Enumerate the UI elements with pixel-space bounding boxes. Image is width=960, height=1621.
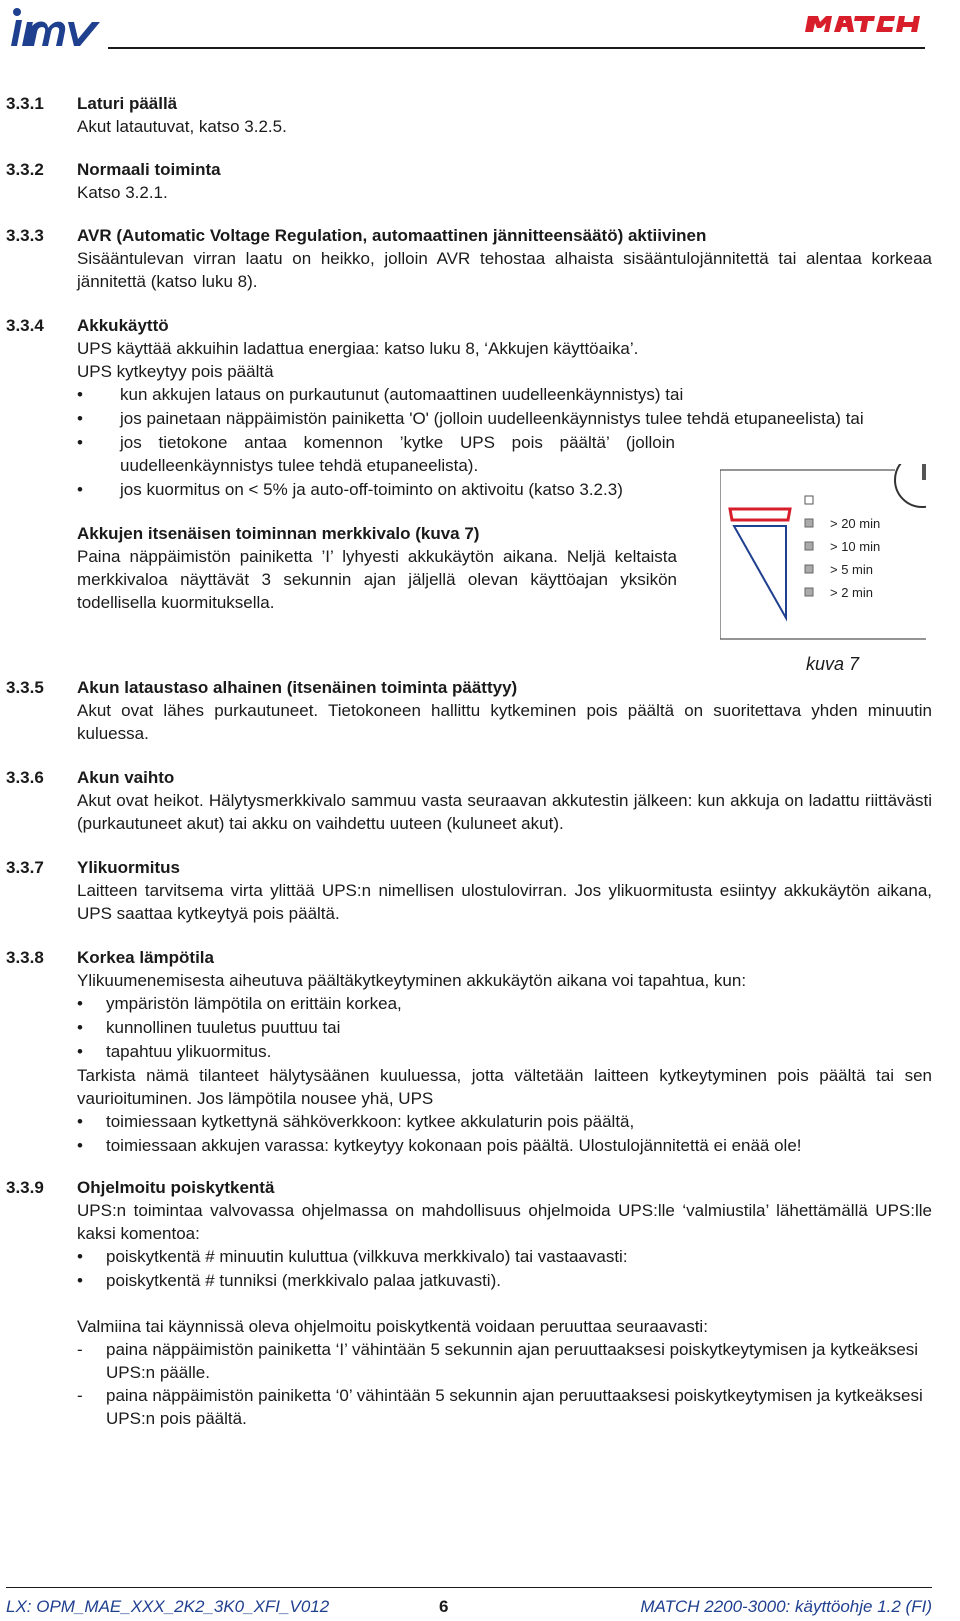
- figure-caption: kuva 7: [806, 654, 860, 674]
- header-rule: [108, 47, 925, 49]
- section-text: UPS kytkeytyy pois päältä: [77, 362, 274, 381]
- section-number: 3.3.6: [6, 768, 44, 787]
- list-item: • kun akkujen lataus on purkautunut (automaattinen uudelleenkäynnistys) tai: [77, 383, 932, 406]
- section-3-3-8: [6, 946, 932, 1158]
- section-title: Ohjelmoitu poiskytkentä: [77, 1178, 275, 1197]
- section-3-3-5: [6, 676, 932, 745]
- section-title: Akkukäyttö: [77, 316, 169, 335]
- list-item: [77, 1338, 932, 1384]
- section-title: Laturi päällä: [77, 94, 178, 113]
- section-number: 3.3.4: [6, 316, 44, 335]
- section-title: Ylikuormitus: [77, 858, 180, 877]
- level-label: > 10 min: [830, 539, 881, 554]
- document-code: LX: OPM_MAE_XXX_2K2_3K0_XFI_V012: [6, 1597, 330, 1616]
- section-3-3-3: [6, 224, 932, 293]
- page-number: 6: [439, 1597, 449, 1616]
- section-text: Akut ovat lähes purkautuneet. Tietokoneen hallittu kytkeminen pois päältä on suoritettava yhden minuutin kuluessa.: [77, 701, 932, 743]
- bullet-list: [77, 992, 932, 1063]
- match-logo: [805, 14, 923, 34]
- section-text: UPS:n toimintaa valvovassa ohjelmassa on mahdollisuus ohjelmoida UPS:lle ‘valmiustila’ lähettämällä UPS:lle kaksi komentoa:: [77, 1201, 932, 1243]
- list-item-text: paina näppäimistön painiketta ‘I’ vähintään 5 sekunnin ajan peruuttaaksesi poiskytkeytymisen ja kytkeäksesi UPS:n päälle.: [106, 1340, 919, 1382]
- dash-list: [77, 1338, 932, 1430]
- section-number: 3.3.2: [6, 160, 44, 179]
- section-title: Akun vaihto: [77, 768, 175, 787]
- dash-mark: -: [77, 1340, 83, 1359]
- section-number: 3.3.1: [6, 94, 44, 113]
- list-item: • poiskytkentä # minuutin kuluttua (vilkkuva merkkivalo) tai vastaavasti:: [77, 1245, 932, 1268]
- level-square: [805, 519, 813, 527]
- section-number: 3.3.5: [6, 678, 44, 697]
- list-item: • toimiessaan kytkettynä sähköverkkoon: kytkee akkulaturin pois päältä,: [77, 1110, 932, 1133]
- section-3-3-2: [6, 158, 932, 204]
- document-title: MATCH 2200-3000: käyttöohje 1.2 (FI): [640, 1597, 932, 1616]
- section-3-3-9: [6, 1176, 932, 1430]
- section-text: Ylikuumenemisesta aiheutuva päältäkytkeytyminen akkukäytön aikana voi tapahtua, kun:: [77, 971, 747, 990]
- bullet-list: [77, 1245, 932, 1292]
- battery-indicator-diagram: [720, 464, 926, 641]
- section-number: 3.3.7: [6, 858, 44, 877]
- section-text: Katso 3.2.1.: [77, 183, 168, 202]
- list-item: • jos painetaan näppäimistön painiketta 'O' (jolloin uudelleenkäynnistys tulee tehdä etupaneelista) tai: [77, 407, 932, 430]
- section-number: 3.3.9: [6, 1178, 44, 1197]
- section-text: Akut ovat heikot. Hälytysmerkkivalo sammuu vasta seuraavan akkutestin jälkeen: kun akkuja on ladattu riittävästi (purkautuneet akut) tai akku on vaihdettu uuteen (kuluneet akut).: [77, 791, 932, 833]
- dash-mark: -: [77, 1386, 83, 1405]
- list-item: • toimiessaan akkujen varassa: kytkeytyy kokonaan pois päältä. Ulostulojännitettä ei enää ole!: [77, 1134, 932, 1157]
- page-header: [0, 0, 960, 60]
- level-square: [805, 542, 813, 550]
- section-number: 3.3.3: [6, 226, 44, 245]
- list-item: • kunnollinen tuuletus puuttuu tai: [77, 1016, 932, 1039]
- footer-rule: [6, 1587, 932, 1588]
- section-title: Akun lataustaso alhainen (itsenäinen toiminta päättyy): [77, 678, 518, 697]
- section-3-3-6: [6, 766, 932, 835]
- section-number: 3.3.8: [6, 948, 44, 967]
- list-item: [77, 1384, 932, 1430]
- battery-autonomy-figure: [720, 464, 926, 641]
- section-title: AVR (Automatic Voltage Regulation, automaattinen jännitteensäätö) aktiivinen: [77, 226, 707, 245]
- pie-clock-fill: [922, 464, 926, 480]
- list-item: • ympäristön lämpötila on erittäin korkea,: [77, 992, 932, 1015]
- level-square: [805, 565, 813, 573]
- section-title: Korkea lämpötila: [77, 948, 214, 967]
- section-text: Laitteen tarvitsema virta ylittää UPS:n nimellisen ulostulovirran. Jos ylikuormitusta esiintyy akkukäytön aikana, UPS saattaa kytkeytyä pois päältä.: [77, 881, 932, 923]
- section-text: Valmiina tai käynnissä oleva ohjelmoitu poiskytkentä voidaan peruuttaa seuraavasti:: [77, 1317, 708, 1336]
- level-square: [805, 588, 813, 596]
- section-3-3-1: [6, 92, 932, 138]
- imv-logo: [8, 6, 104, 50]
- section-3-3-7: [6, 856, 932, 925]
- level-label: > 20 min: [830, 516, 881, 531]
- level-label: > 2 min: [830, 585, 873, 600]
- section-text: UPS käyttää akkuihin ladattua energiaa: katso luku 8, ‘Akkujen käyttöaika’.: [77, 339, 639, 358]
- section-text: Paina näppäimistön painiketta ’I’ lyhyesti akkukäytön aikana. Neljä keltaista merkkivaloa näyttävät 3 sekunnin ajan jäljellä olevan käyttöajan yksikön todellisella kuormituksella.: [77, 547, 677, 612]
- page-footer: [0, 1583, 960, 1621]
- subsection-title: Akkujen itsenäisen toiminnan merkkivalo (kuva 7): [77, 524, 480, 543]
- bullet-list: [77, 1110, 932, 1157]
- list-item: • jos kuormitus on < 5% ja auto-off-toiminto on aktivoitu (katso 3.2.3): [77, 478, 675, 501]
- list-item: • tapahtuu ylikuormitus.: [77, 1040, 932, 1063]
- level-label: > 5 min: [830, 562, 873, 577]
- section-text: Sisääntulevan virran laatu on heikko, jolloin AVR tehostaa alhaista sisääntulojännitettä tai alentaa korkeaa jännitettä (katso luku 8).: [77, 249, 932, 291]
- triangle-scale-icon: [734, 526, 786, 618]
- level-indicator-group: [805, 496, 880, 600]
- section-text: Tarkista nämä tilanteet hälytysäänen kuuluessa, jotta vältetään laitteen kytkeytyminen pois päältä tai sen vaurioituminen. Jos lämpötila nousee yhä, UPS: [77, 1066, 932, 1108]
- list-item: • poiskytkentä # tunniksi (merkkivalo palaa jatkuvasti).: [77, 1269, 932, 1292]
- section-text: Akut latautuvat, katso 3.2.5.: [77, 117, 287, 136]
- level-square-empty: [805, 496, 813, 504]
- list-item: • jos tietokone antaa komennon ’kytke UPS pois päältä’ (jolloin uudelleenkäynnistys tulee tehdä etupaneelista).: [77, 431, 675, 477]
- section-title: Normaali toiminta: [77, 160, 221, 179]
- list-item-text: paina näppäimistön painiketta ‘0’ vähintään 5 sekunnin ajan peruuttaaksesi poiskytkeytymisen ja kytkeäksesi UPS:n pois päältä.: [106, 1386, 923, 1428]
- battery-outline-icon: [730, 509, 790, 520]
